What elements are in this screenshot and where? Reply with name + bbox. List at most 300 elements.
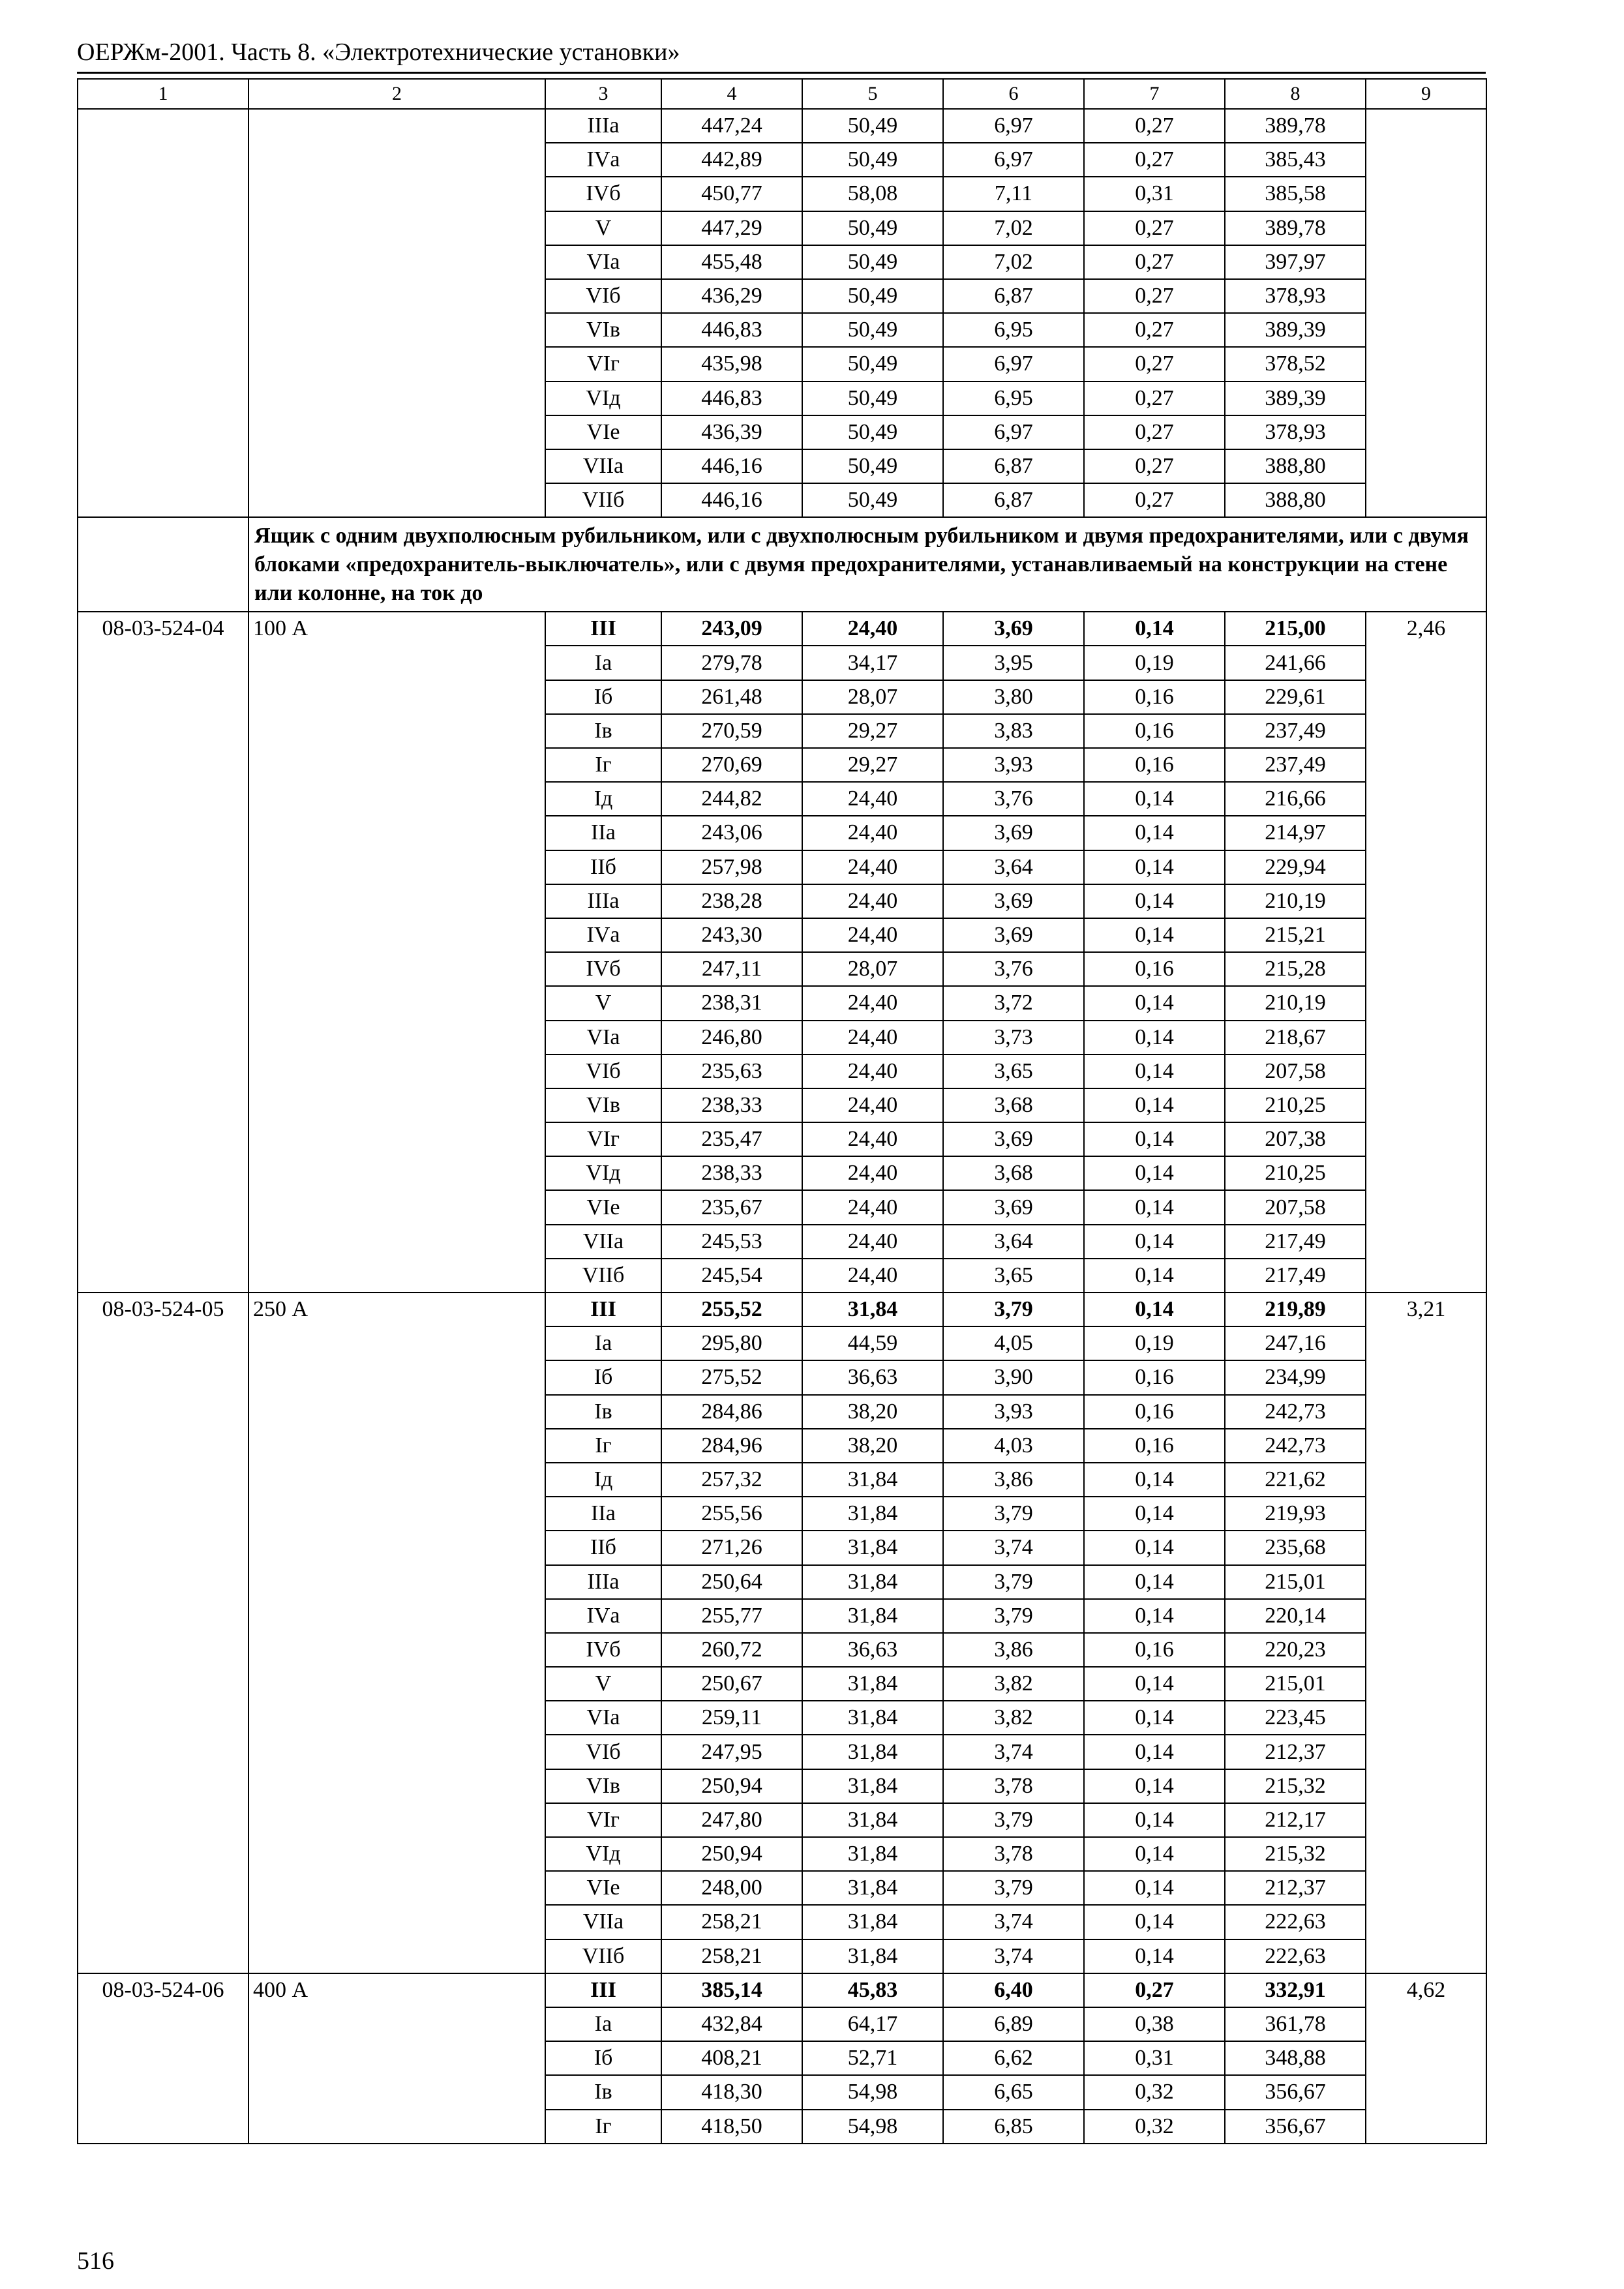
materials-cost: 210,25 (1225, 1156, 1366, 1190)
machine-cost: 7,11 (943, 177, 1084, 211)
zone-code: Iа (545, 2007, 661, 2041)
wages: 24,40 (802, 1259, 943, 1293)
wages: 24,40 (802, 1021, 943, 1055)
total-cost: 235,47 (661, 1122, 802, 1156)
total-cost: 447,24 (661, 109, 802, 143)
machine-cost: 4,05 (943, 1326, 1084, 1360)
machinist-wages: 0,27 (1084, 211, 1225, 245)
machinist-wages: 0,14 (1084, 1497, 1225, 1531)
description-spacer (78, 517, 248, 612)
total-cost: 435,98 (661, 347, 802, 381)
total-cost: 243,09 (661, 612, 802, 646)
column-number: 4 (661, 79, 802, 109)
materials-cost: 215,01 (1225, 1565, 1366, 1599)
zone-code: Iг (545, 748, 661, 782)
total-cost: 446,83 (661, 313, 802, 347)
machinist-wages: 0,32 (1084, 2075, 1225, 2109)
machine-cost: 3,79 (943, 1599, 1084, 1633)
page-number: 516 (77, 2247, 114, 2275)
zone-code: VIIб (545, 1939, 661, 1973)
machine-cost: 3,69 (943, 918, 1084, 952)
zone-code: VIг (545, 347, 661, 381)
machine-cost: 3,78 (943, 1769, 1084, 1803)
machinist-wages: 0,31 (1084, 2041, 1225, 2075)
materials-cost: 389,39 (1225, 313, 1366, 347)
machine-cost: 4,03 (943, 1429, 1084, 1463)
zone-code: VIIб (545, 1259, 661, 1293)
materials-cost: 229,94 (1225, 850, 1366, 884)
total-cost: 257,32 (661, 1463, 802, 1497)
zone-code: VIе (545, 1190, 661, 1224)
materials-cost: 388,80 (1225, 483, 1366, 517)
wages: 24,40 (802, 986, 943, 1020)
materials-cost: 210,25 (1225, 1088, 1366, 1122)
machine-cost: 3,93 (943, 1395, 1084, 1429)
machinist-wages: 0,14 (1084, 1803, 1225, 1837)
wages: 31,84 (802, 1667, 943, 1701)
rate-code: 08-03-524-06 (78, 1973, 248, 2144)
materials-cost: 356,67 (1225, 2110, 1366, 2144)
machinist-wages: 0,14 (1084, 1021, 1225, 1055)
wages: 50,49 (802, 415, 943, 449)
wages: 31,84 (802, 1769, 943, 1803)
machinist-wages: 0,27 (1084, 449, 1225, 483)
machinist-wages: 0,16 (1084, 680, 1225, 714)
wages: 45,83 (802, 1973, 943, 2007)
wages: 31,84 (802, 1599, 943, 1633)
materials-cost: 215,00 (1225, 612, 1366, 646)
zone-code: IIб (545, 850, 661, 884)
machinist-wages: 0,27 (1084, 109, 1225, 143)
total-cost: 250,94 (661, 1769, 802, 1803)
column-number: 3 (545, 79, 661, 109)
column-number: 1 (78, 79, 248, 109)
rate-code (78, 109, 248, 517)
zone-code: VIа (545, 245, 661, 279)
zone-code: IIа (545, 1497, 661, 1531)
zone-code: IIIа (545, 884, 661, 918)
materials-cost: 217,49 (1225, 1225, 1366, 1259)
materials-cost: 215,21 (1225, 918, 1366, 952)
wages: 24,40 (802, 1122, 943, 1156)
wages: 29,27 (802, 714, 943, 748)
materials-cost: 220,23 (1225, 1633, 1366, 1667)
wages: 38,20 (802, 1429, 943, 1463)
machine-cost: 3,69 (943, 1122, 1084, 1156)
zone-code: Iб (545, 680, 661, 714)
machinist-wages: 0,16 (1084, 1633, 1225, 1667)
materials-cost: 397,97 (1225, 245, 1366, 279)
materials-cost: 210,19 (1225, 986, 1366, 1020)
labor-value (1366, 109, 1486, 517)
materials-cost: 247,16 (1225, 1326, 1366, 1360)
zone-code: VIб (545, 1055, 661, 1088)
machinist-wages: 0,14 (1084, 1565, 1225, 1599)
wages: 24,40 (802, 884, 943, 918)
zone-code: VIд (545, 382, 661, 415)
machinist-wages: 0,14 (1084, 782, 1225, 816)
total-cost: 270,69 (661, 748, 802, 782)
total-cost: 255,56 (661, 1497, 802, 1531)
machinist-wages: 0,31 (1084, 177, 1225, 211)
zone-code: IVа (545, 143, 661, 177)
materials-cost: 215,32 (1225, 1769, 1366, 1803)
wages: 31,84 (802, 1837, 943, 1871)
zone-code: IIIа (545, 1565, 661, 1599)
machine-cost: 6,97 (943, 347, 1084, 381)
total-cost: 455,48 (661, 245, 802, 279)
machine-cost: 6,87 (943, 279, 1084, 313)
wages: 50,49 (802, 347, 943, 381)
machinist-wages: 0,14 (1084, 1599, 1225, 1633)
wages: 31,84 (802, 1735, 943, 1769)
machinist-wages: 0,16 (1084, 952, 1225, 986)
wages: 36,63 (802, 1360, 943, 1394)
materials-cost: 378,93 (1225, 279, 1366, 313)
wages: 52,71 (802, 2041, 943, 2075)
wages: 31,84 (802, 1565, 943, 1599)
machine-cost: 6,65 (943, 2075, 1084, 2109)
zone-code: IVа (545, 918, 661, 952)
current-rating: 250 А (248, 1293, 545, 1973)
wages: 28,07 (802, 680, 943, 714)
machinist-wages: 0,14 (1084, 918, 1225, 952)
zone-code: VIб (545, 1735, 661, 1769)
zone-code: Iг (545, 1429, 661, 1463)
wages: 31,84 (802, 1871, 943, 1905)
total-cost: 235,63 (661, 1055, 802, 1088)
machine-cost: 3,86 (943, 1463, 1084, 1497)
machinist-wages: 0,16 (1084, 1395, 1225, 1429)
current-rating: 400 А (248, 1973, 545, 2144)
machine-cost: 3,68 (943, 1088, 1084, 1122)
wages: 29,27 (802, 748, 943, 782)
machinist-wages: 0,14 (1084, 884, 1225, 918)
machine-cost: 3,69 (943, 1190, 1084, 1224)
machine-cost: 6,89 (943, 2007, 1084, 2041)
total-cost: 235,67 (661, 1190, 802, 1224)
zone-code: VIб (545, 279, 661, 313)
materials-cost: 385,58 (1225, 177, 1366, 211)
total-cost: 385,14 (661, 1973, 802, 2007)
wages: 24,40 (802, 1190, 943, 1224)
machinist-wages: 0,14 (1084, 1055, 1225, 1088)
labor-value: 2,46 (1366, 612, 1486, 1293)
zone-code: Iв (545, 714, 661, 748)
materials-cost: 235,68 (1225, 1531, 1366, 1564)
zone-code: VIIб (545, 483, 661, 517)
machine-cost: 3,74 (943, 1735, 1084, 1769)
materials-cost: 389,39 (1225, 382, 1366, 415)
machine-cost: 6,87 (943, 483, 1084, 517)
materials-cost: 207,58 (1225, 1190, 1366, 1224)
wages: 24,40 (802, 1156, 943, 1190)
materials-cost: 389,78 (1225, 109, 1366, 143)
machine-cost: 3,74 (943, 1531, 1084, 1564)
machinist-wages: 0,27 (1084, 415, 1225, 449)
table-body (78, 79, 1486, 2144)
machine-cost: 3,79 (943, 1293, 1084, 1326)
total-cost: 258,21 (661, 1939, 802, 1973)
wages: 24,40 (802, 816, 943, 850)
machinist-wages: 0,16 (1084, 1429, 1225, 1463)
wages: 28,07 (802, 952, 943, 986)
materials-cost: 215,01 (1225, 1667, 1366, 1701)
column-number: 9 (1366, 79, 1486, 109)
machinist-wages: 0,27 (1084, 382, 1225, 415)
wages: 38,20 (802, 1395, 943, 1429)
total-cost: 238,28 (661, 884, 802, 918)
machinist-wages: 0,14 (1084, 1531, 1225, 1564)
wages: 64,17 (802, 2007, 943, 2041)
materials-cost: 378,93 (1225, 415, 1366, 449)
machinist-wages: 0,14 (1084, 612, 1225, 646)
wages: 58,08 (802, 177, 943, 211)
total-cost: 247,95 (661, 1735, 802, 1769)
machine-cost: 3,93 (943, 748, 1084, 782)
table-row (78, 1973, 1486, 2007)
wages: 50,49 (802, 483, 943, 517)
zone-code: IIIа (545, 109, 661, 143)
machinist-wages: 0,14 (1084, 1905, 1225, 1939)
materials-cost: 219,89 (1225, 1293, 1366, 1326)
wages: 50,49 (802, 245, 943, 279)
materials-cost: 229,61 (1225, 680, 1366, 714)
machinist-wages: 0,14 (1084, 1463, 1225, 1497)
zone-code: III (545, 1973, 661, 2007)
machine-cost: 3,80 (943, 680, 1084, 714)
machine-cost: 3,69 (943, 612, 1084, 646)
wages: 50,49 (802, 143, 943, 177)
machine-cost: 3,72 (943, 986, 1084, 1020)
total-cost: 418,30 (661, 2075, 802, 2109)
machine-cost: 6,95 (943, 313, 1084, 347)
materials-cost: 207,38 (1225, 1122, 1366, 1156)
wages: 54,98 (802, 2110, 943, 2144)
machinist-wages: 0,14 (1084, 1735, 1225, 1769)
column-number: 5 (802, 79, 943, 109)
machinist-wages: 0,14 (1084, 1701, 1225, 1735)
wages: 24,40 (802, 918, 943, 952)
zone-code: VIд (545, 1837, 661, 1871)
zone-code: VIIа (545, 1905, 661, 1939)
zone-code: III (545, 612, 661, 646)
total-cost: 238,31 (661, 986, 802, 1020)
zone-code: V (545, 986, 661, 1020)
machine-cost: 6,97 (943, 415, 1084, 449)
zone-code: VIIа (545, 1225, 661, 1259)
machine-cost: 6,62 (943, 2041, 1084, 2075)
column-number: 2 (248, 79, 545, 109)
column-numbers-row (78, 79, 1486, 109)
machine-cost: 3,69 (943, 816, 1084, 850)
current-rating: 100 А (248, 612, 545, 1293)
wages: 31,84 (802, 1939, 943, 1973)
machine-cost: 3,78 (943, 1837, 1084, 1871)
total-cost: 247,80 (661, 1803, 802, 1837)
materials-cost: 389,78 (1225, 211, 1366, 245)
machinist-wages: 0,14 (1084, 1293, 1225, 1326)
machine-cost: 6,97 (943, 109, 1084, 143)
zone-code: Iг (545, 2110, 661, 2144)
machinist-wages: 0,16 (1084, 714, 1225, 748)
machine-cost: 3,79 (943, 1565, 1084, 1599)
total-cost: 447,29 (661, 211, 802, 245)
total-cost: 255,52 (661, 1293, 802, 1326)
machinist-wages: 0,14 (1084, 1088, 1225, 1122)
wages: 24,40 (802, 1055, 943, 1088)
table-row (78, 612, 1486, 646)
materials-cost: 210,19 (1225, 884, 1366, 918)
wages: 50,49 (802, 382, 943, 415)
machinist-wages: 0,19 (1084, 646, 1225, 680)
machine-cost: 3,64 (943, 850, 1084, 884)
materials-cost: 234,99 (1225, 1360, 1366, 1394)
zone-code: Iб (545, 1360, 661, 1394)
wages: 50,49 (802, 279, 943, 313)
machinist-wages: 0,16 (1084, 1360, 1225, 1394)
total-cost: 284,86 (661, 1395, 802, 1429)
materials-cost: 221,62 (1225, 1463, 1366, 1497)
materials-cost: 214,97 (1225, 816, 1366, 850)
machine-cost: 3,76 (943, 782, 1084, 816)
total-cost: 446,16 (661, 449, 802, 483)
machine-cost: 3,65 (943, 1259, 1084, 1293)
total-cost: 250,67 (661, 1667, 802, 1701)
materials-cost: 356,67 (1225, 2075, 1366, 2109)
column-number: 8 (1225, 79, 1366, 109)
total-cost: 284,96 (661, 1429, 802, 1463)
wages: 24,40 (802, 1088, 943, 1122)
machine-cost: 3,76 (943, 952, 1084, 986)
zone-code: VIг (545, 1122, 661, 1156)
zone-code: VIе (545, 1871, 661, 1905)
wages: 24,40 (802, 612, 943, 646)
total-cost: 446,83 (661, 382, 802, 415)
zone-code: Iа (545, 646, 661, 680)
wages: 50,49 (802, 449, 943, 483)
wages: 50,49 (802, 313, 943, 347)
materials-cost: 212,37 (1225, 1735, 1366, 1769)
total-cost: 259,11 (661, 1701, 802, 1735)
total-cost: 247,11 (661, 952, 802, 986)
labor-value: 3,21 (1366, 1293, 1486, 1973)
table-row (78, 1293, 1486, 1326)
total-cost: 250,94 (661, 1837, 802, 1871)
zone-code: VIIа (545, 449, 661, 483)
machinist-wages: 0,14 (1084, 1837, 1225, 1871)
materials-cost: 223,45 (1225, 1701, 1366, 1735)
materials-cost: 222,63 (1225, 1939, 1366, 1973)
total-cost: 245,53 (661, 1225, 802, 1259)
labor-value: 4,62 (1366, 1973, 1486, 2144)
machinist-wages: 0,14 (1084, 1939, 1225, 1973)
current-rating (248, 109, 545, 517)
wages: 31,84 (802, 1803, 943, 1837)
total-cost: 258,21 (661, 1905, 802, 1939)
zone-code: IVа (545, 1599, 661, 1633)
machinist-wages: 0,27 (1084, 245, 1225, 279)
total-cost: 436,39 (661, 415, 802, 449)
materials-cost: 212,37 (1225, 1871, 1366, 1905)
machine-cost: 3,82 (943, 1701, 1084, 1735)
section-description: Ящик с одним двухполюсным рубильником, или с двухполюсным рубильником и двумя предохранителями, или с двумя блоками «предохранитель-выключатель», или с двумя предохранителями, устанавливаемый на конструкции на стене или колонне, на ток до (248, 517, 1486, 612)
zone-code: Iб (545, 2041, 661, 2075)
total-cost: 275,52 (661, 1360, 802, 1394)
total-cost: 238,33 (661, 1088, 802, 1122)
machine-cost: 7,02 (943, 211, 1084, 245)
wages: 50,49 (802, 109, 943, 143)
materials-cost: 237,49 (1225, 714, 1366, 748)
zone-code: Iв (545, 1395, 661, 1429)
wages: 31,84 (802, 1701, 943, 1735)
materials-cost: 219,93 (1225, 1497, 1366, 1531)
total-cost: 243,30 (661, 918, 802, 952)
machine-cost: 7,02 (943, 245, 1084, 279)
materials-cost: 242,73 (1225, 1429, 1366, 1463)
total-cost: 279,78 (661, 646, 802, 680)
materials-cost: 212,17 (1225, 1803, 1366, 1837)
machine-cost: 6,85 (943, 2110, 1084, 2144)
zone-code: VIд (545, 1156, 661, 1190)
page-header: ОЕРЖм-2001. Часть 8. «Электротехнические установки» (77, 38, 680, 66)
wages: 50,49 (802, 211, 943, 245)
total-cost: 245,54 (661, 1259, 802, 1293)
zone-code: VIв (545, 313, 661, 347)
machine-cost: 3,86 (943, 1633, 1084, 1667)
column-number: 6 (943, 79, 1084, 109)
machinist-wages: 0,27 (1084, 143, 1225, 177)
machine-cost: 3,74 (943, 1939, 1084, 1973)
zone-code: Iд (545, 1463, 661, 1497)
materials-cost: 217,49 (1225, 1259, 1366, 1293)
machine-cost: 3,69 (943, 884, 1084, 918)
total-cost: 418,50 (661, 2110, 802, 2144)
materials-cost: 242,73 (1225, 1395, 1366, 1429)
wages: 36,63 (802, 1633, 943, 1667)
zone-code: VIг (545, 1803, 661, 1837)
machinist-wages: 0,14 (1084, 1259, 1225, 1293)
materials-cost: 378,52 (1225, 347, 1366, 381)
zone-code: Iд (545, 782, 661, 816)
zone-code: IIб (545, 1531, 661, 1564)
machine-cost: 6,40 (943, 1973, 1084, 2007)
machine-cost: 6,97 (943, 143, 1084, 177)
materials-cost: 215,28 (1225, 952, 1366, 986)
wages: 34,17 (802, 646, 943, 680)
zone-code: VIв (545, 1088, 661, 1122)
total-cost: 257,98 (661, 850, 802, 884)
materials-cost: 348,88 (1225, 2041, 1366, 2075)
machinist-wages: 0,27 (1084, 1973, 1225, 2007)
machinist-wages: 0,14 (1084, 986, 1225, 1020)
total-cost: 255,77 (661, 1599, 802, 1633)
materials-cost: 385,43 (1225, 143, 1366, 177)
materials-cost: 220,14 (1225, 1599, 1366, 1633)
machine-cost: 3,82 (943, 1667, 1084, 1701)
zone-code: VIе (545, 415, 661, 449)
machine-cost: 3,64 (943, 1225, 1084, 1259)
rate-code: 08-03-524-04 (78, 612, 248, 1293)
wages: 31,84 (802, 1905, 943, 1939)
machinist-wages: 0,27 (1084, 347, 1225, 381)
total-cost: 250,64 (661, 1565, 802, 1599)
wages: 24,40 (802, 1225, 943, 1259)
wages: 31,84 (802, 1293, 943, 1326)
machinist-wages: 0,14 (1084, 1667, 1225, 1701)
machine-cost: 3,83 (943, 714, 1084, 748)
machinist-wages: 0,19 (1084, 1326, 1225, 1360)
